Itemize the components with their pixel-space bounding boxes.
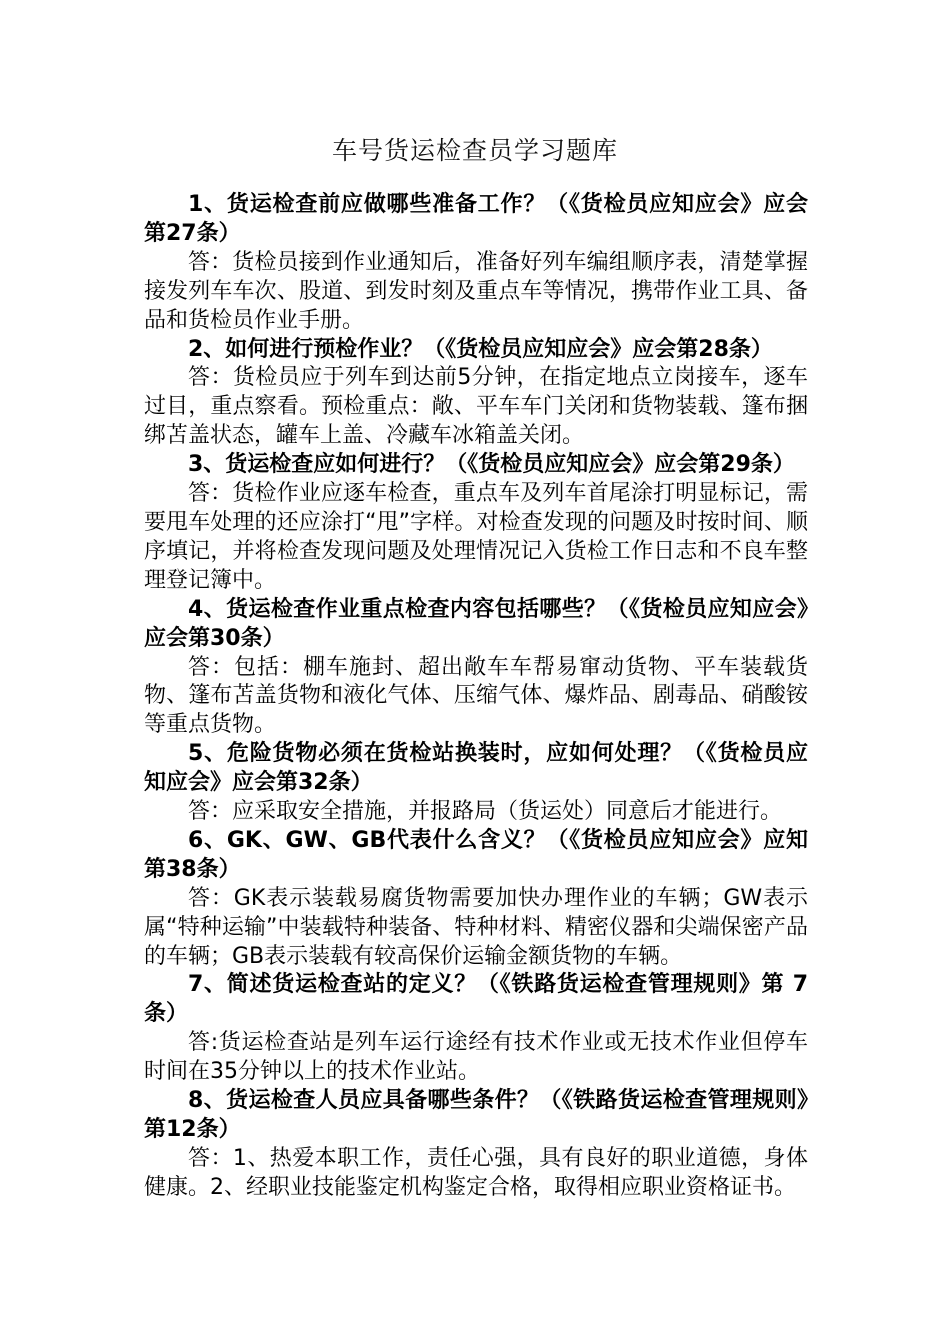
question-text: 8、货运检查人员应具备哪些条件？（《铁路货运检查管理规则》第12条） [144, 1088, 808, 1142]
document-title: 车号货运检查员学习题库 [331, 136, 618, 165]
qa-item [144, 191, 808, 336]
question-text: 3、货运检查应如何进行？（《货检员应知应会》应会第29条） [188, 452, 795, 478]
answer-text: 答：应采取安全措施，并报路局（货运处）同意后才能进行。 [188, 799, 783, 825]
answer-text: 答:货运检查站是列车运行途经有技术作业或无技术作业但停车时间在35分钟以上的技术作业站。 [144, 1030, 808, 1085]
answer-text: 答：包括：棚车施封、超出敞车车帮易窜动货物、平车装载货物、篷布苫盖货物和液化气体、压缩气体、爆炸品、剧毒品、硝酸铵等重点货物。 [144, 654, 808, 738]
qa-item [144, 971, 808, 1087]
question-text: 6、GK、GW、GB代表什么含义？（《货检员应知应会》应知第38条） [144, 827, 808, 882]
answer-text: 答：1、热爱本职工作，责任心强，具有良好的职业道德，身体健康。2、经职业技能鉴定机构鉴定合格，取得相应职业资格证书。 [144, 1145, 808, 1200]
question-text: 4、货运检查作业重点检查内容包括哪些？（《货检员应知应会》应会第30条） [144, 596, 808, 651]
qa-item [144, 740, 808, 827]
qa-list [144, 191, 808, 1203]
answer-text: 答：货检员接到作业通知后，准备好列车编组顺序表，清楚掌握接发列车车次、股道、到发时刻及重点车等情况，携带作业工具、备品和货检员作业手册。 [144, 249, 808, 333]
answer-text: 答：GK表示装载易腐货物需要加快办理作业的车辆；GW表示属“特种运输”中装载特种装备、特种材料、精密仪器和尖端保密产品的车辆；GB表示装载有较高保价运输金额货物的车辆。 [144, 885, 808, 969]
question-text: 7、简述货运检查站的定义？（《铁路货运检查管理规则》第 7 条） [144, 972, 808, 1027]
qa-item [144, 1087, 808, 1203]
question-text: 2、如何进行预检作业？（《货检员应知应会》应会第28条） [188, 336, 773, 362]
question-text: 1、货运检查前应做哪些准备工作？（《货检员应知应会》应会第27条） [144, 192, 808, 246]
question-text: 5、危险货物必须在货检站换装时，应如何处理？（《货检员应知应会》应会第32条） [144, 741, 808, 796]
qa-item [144, 827, 808, 972]
qa-item [144, 451, 808, 596]
answer-text: 答：货检作业应逐车检查，重点车及列车首尾涂打明显标记，需要甩车处理的还应涂打“甩”字样。对检查发现的问题及时按时间、顺序填记，并将检查发现问题及处理情况记入货检工作日志和不良车整理登记簿中。 [144, 481, 808, 593]
qa-item [144, 596, 808, 741]
qa-item [144, 336, 808, 452]
answer-text: 答：货检员应于列车到达前5分钟，在指定地点立岗接车，逐车过目，重点察看。预检重点：敞、平车车门关闭和货物装载、篷布捆绑苫盖状态，罐车上盖、冷藏车冰箱盖关闭。 [144, 365, 808, 449]
